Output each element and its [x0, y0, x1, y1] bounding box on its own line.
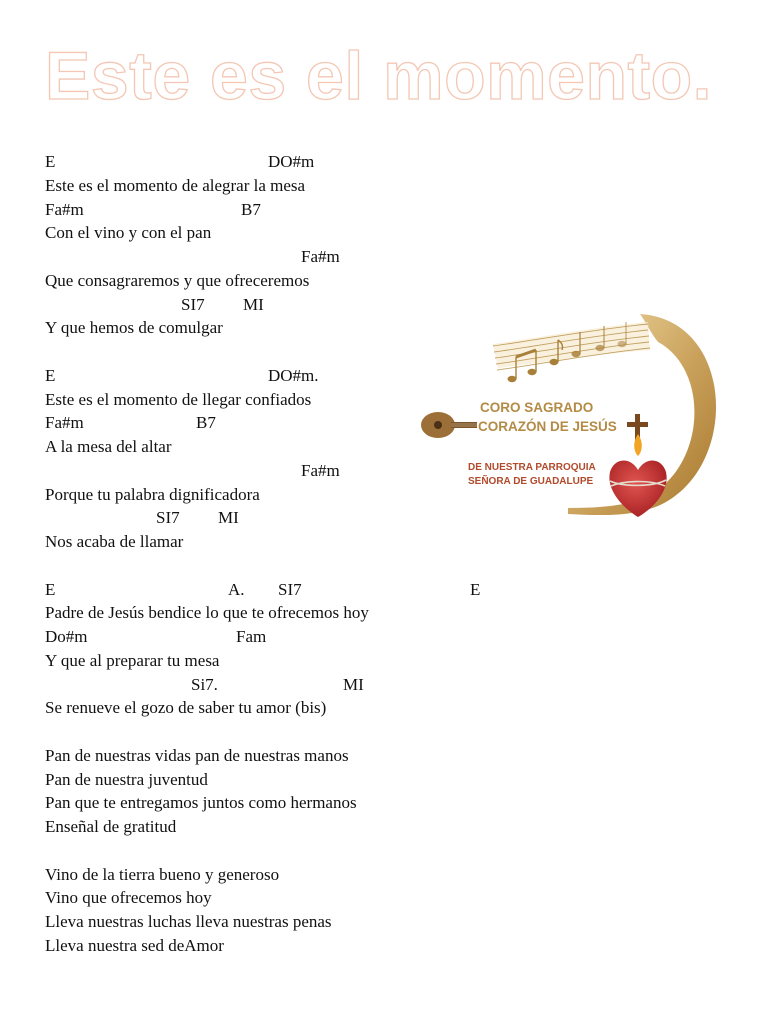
lyric-line: Este es el momento de llegar confiados: [45, 389, 312, 409]
chord-label: A.: [228, 579, 245, 599]
chord-line: [45, 578, 481, 602]
chord-line: [45, 625, 369, 649]
chord-label: MI: [218, 508, 239, 528]
chord-label: MI: [343, 674, 364, 694]
lyric-line: Con el vino y con el pan: [45, 223, 212, 243]
chord-label: E: [470, 579, 481, 599]
chord-label: E: [45, 152, 56, 171]
lyric-line: Este es el momento de alegrar la mesa: [45, 175, 306, 195]
chord-label: B7: [196, 413, 216, 433]
chord-line: [45, 506, 369, 530]
logo-line4: SEÑORA DE GUADALUPE: [468, 476, 594, 487]
chord-line: [45, 150, 369, 174]
chord-line: [45, 411, 369, 435]
blank-line: [45, 554, 369, 578]
lyric-line: Nos acaba de llamar: [45, 532, 184, 551]
chord-line: [45, 364, 369, 388]
chord-line: [45, 293, 369, 317]
lyric-line: Y que hemos de comulgar: [45, 318, 223, 338]
chord-line: [45, 198, 369, 222]
chord-line: [45, 673, 369, 697]
blank-line: [45, 720, 369, 744]
chord-label: Fa#m: [301, 247, 340, 266]
choir-logo: [418, 310, 730, 522]
lyric-line: Enseñal de gratitud: [45, 817, 177, 836]
chord-label: Fam: [236, 627, 267, 646]
lyric-line: Pan de nuestra juventud: [45, 769, 208, 789]
chord-label: Do#m: [45, 627, 88, 646]
lyric-line: Vino que ofrecemos hoy: [45, 888, 212, 908]
blank-line: [45, 340, 369, 364]
lyric-line: Vino de la tierra bueno y generoso: [45, 864, 280, 884]
lyric-line: Padre de Jesús bendice lo que te ofrecemos hoy: [45, 603, 369, 623]
lyric-line: Pan que te entregamos juntos como hermanos: [45, 793, 357, 813]
chord-line: [45, 459, 369, 483]
chord-line: [45, 245, 369, 269]
logo-line2: CORAZÓN DE JESÚS: [478, 419, 617, 434]
logo-line1: CORO SAGRADO: [480, 400, 594, 415]
chord-label: DO#m.: [268, 365, 319, 385]
chord-label: Fa#m: [301, 460, 340, 480]
chord-label: B7: [241, 199, 261, 219]
chord-label: DO#m: [268, 152, 315, 171]
chord-label: E: [45, 365, 56, 385]
lyric-line: Lleva nuestras luchas lleva nuestras penas: [45, 912, 332, 931]
chord-label: SI7: [278, 579, 302, 599]
chord-label: SI7: [156, 508, 180, 528]
blank-line: [45, 839, 369, 863]
chord-label: E: [45, 579, 56, 599]
lyric-line: Pan de nuestras vidas pan de nuestras manos: [45, 745, 349, 765]
song-title: Este es el momento.: [45, 38, 713, 114]
lyric-line: A la mesa del altar: [45, 437, 172, 456]
chord-label: MI: [243, 294, 264, 314]
lyric-line: Que consagraremos y que ofreceremos: [45, 270, 310, 290]
chord-label: Fa#m: [45, 413, 84, 433]
lyric-line: Se renueve el gozo de saber tu amor (bis): [45, 698, 327, 718]
lyric-line: Y que al preparar tu mesa: [45, 650, 220, 670]
lyric-line: Lleva nuestra sed deAmor: [45, 935, 224, 955]
guitar-icon: [421, 412, 477, 438]
lyric-line: Porque tu palabra dignificadora: [45, 484, 260, 504]
chord-label: SI7: [181, 294, 205, 314]
chord-label: Fa#m: [45, 199, 84, 219]
lyrics-body: [45, 150, 481, 958]
chord-label: Si7.: [191, 674, 218, 694]
logo-line3: DE NUESTRA PARROQUIA: [468, 462, 596, 473]
